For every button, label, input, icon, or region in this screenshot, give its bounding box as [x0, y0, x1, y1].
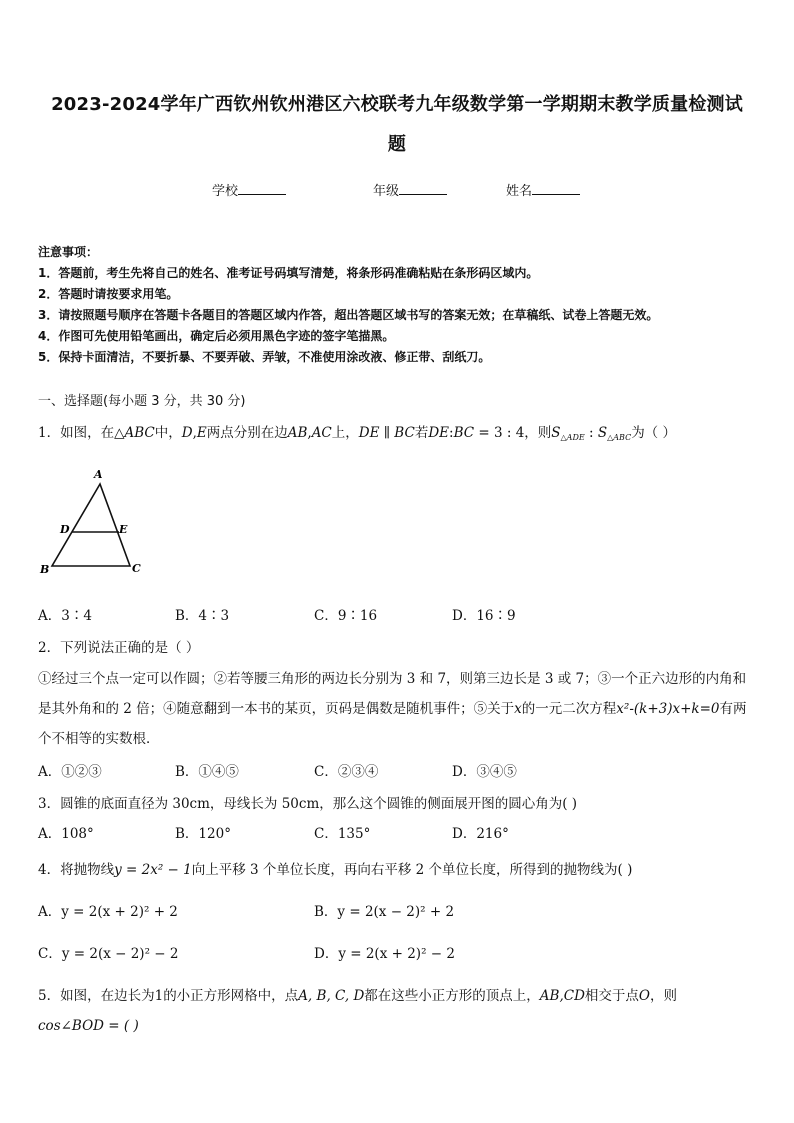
- q2-option-c[interactable]: C．②③④: [314, 764, 379, 780]
- q1-option-c[interactable]: C．9∶16: [314, 608, 378, 624]
- grade-blank: [399, 182, 447, 195]
- label-e: E: [119, 523, 128, 536]
- name-label: 姓名: [506, 184, 533, 199]
- label-d: D: [60, 523, 70, 536]
- q4-option-c[interactable]: C．y = 2(x − 2)² − 2: [38, 946, 179, 962]
- q3-option-a[interactable]: A．108°: [38, 826, 94, 842]
- notice-item-5: 5．保持卡面清洁，不要折暴、不要弄破、弄皱，不准使用涂改液、修正带、刮纸刀。: [38, 350, 491, 364]
- q2-option-a[interactable]: A．①②③: [38, 764, 102, 780]
- q1-option-d[interactable]: D．16∶9: [452, 608, 516, 624]
- notice-item-3: 3．请按照题号顺序在答题卡各题目的答题区域内作答，超出答题区域书写的答案无效；在草稿纸、试卷上答题无效。: [38, 308, 659, 322]
- q4-option-b[interactable]: B．y = 2(x − 2)² + 2: [314, 904, 455, 920]
- triangle-figure: [30, 462, 160, 580]
- school-blank: [238, 182, 286, 195]
- q2-option-b[interactable]: B．①④⑤: [175, 764, 239, 780]
- label-b: B: [40, 563, 50, 576]
- q3-option-d[interactable]: D．216°: [452, 826, 509, 842]
- q1-stem: 1．如图，在△ABC中，D,E两点分别在边AB,AC上，DE ∥ BC若DE:BC = 3 : 4，则$S_{\triangle ADE}$ : $S_{\triangle ABC}$为（ ）: [38, 425, 676, 442]
- notice-heading: 注意事项：: [38, 245, 99, 259]
- grade-label: 年级: [373, 184, 400, 199]
- name-blank: [532, 182, 580, 195]
- q1-option-a[interactable]: A．3∶4: [38, 608, 92, 624]
- school-label: 学校: [212, 184, 239, 199]
- grade-field: [373, 180, 447, 199]
- name-field: [506, 180, 580, 199]
- q1-option-b[interactable]: B．4∶3: [175, 608, 230, 624]
- q4-option-a[interactable]: A．y = 2(x + 2)² + 2: [38, 904, 178, 920]
- q3-option-c[interactable]: C．135°: [314, 826, 371, 842]
- notice-item-1: 1．答题前，考生先将自己的姓名、准考证号码填写清楚，将条形码准确粘贴在条形码区域内。: [38, 266, 539, 280]
- q2-stem: 2．下列说法正确的是（ ）: [38, 640, 200, 656]
- q3-option-b[interactable]: B．120°: [175, 826, 231, 842]
- exam-title-line1: 2023-2024学年广西钦州钦州港区六校联考九年级数学第一学期期末教学质量检测试: [51, 94, 743, 115]
- q2-line3: 个不相等的实数根．: [38, 731, 160, 747]
- q5-line2: cos∠BOD = ( ): [38, 1018, 139, 1034]
- label-c: C: [132, 562, 141, 575]
- exam-title-line2: 题: [387, 134, 407, 155]
- q3-stem: 3．圆锥的底面直径为 30cm，母线长为 50cm，那么这个圆锥的侧面展开图的圆心角为( ): [38, 796, 578, 812]
- q2-line2: 是其外角和的 2 倍；④随意翻到一本书的某页，页码是偶数是随机事件；⑤关于x的一元二次方程x²-(k+3)x+k=0有两: [38, 701, 747, 717]
- q4-stem: 4．将抛物线y = 2x² − 1向上平移 3 个单位长度，再向右平移 2 个单位长度，所得到的抛物线为( ): [38, 862, 633, 878]
- label-a: A: [94, 468, 103, 481]
- q5-stem: 5．如图，在边长为1的小正方形网格中，点A, B, C, D都在这些小正方形的顶点上，AB,CD相交于点O，则: [38, 988, 677, 1004]
- school-field: [212, 180, 286, 199]
- notice-item-2: 2．答题时请按要求用笔。: [38, 287, 179, 301]
- section-title: 一、选择题(每小题 3 分，共 30 分): [38, 394, 246, 409]
- q2-option-d[interactable]: D．③④⑤: [452, 764, 517, 780]
- q2-line1: ①经过三个点一定可以作圆；②若等腰三角形的两边长分别为 3 和 7，则第三边长是 3 或 7；③一个正六边形的内角和: [38, 671, 747, 687]
- q4-option-d[interactable]: D．y = 2(x + 2)² − 2: [314, 946, 455, 962]
- notice-item-4: 4．作图可先使用铅笔画出，确定后必须用黑色字迹的签字笔描黑。: [38, 329, 395, 343]
